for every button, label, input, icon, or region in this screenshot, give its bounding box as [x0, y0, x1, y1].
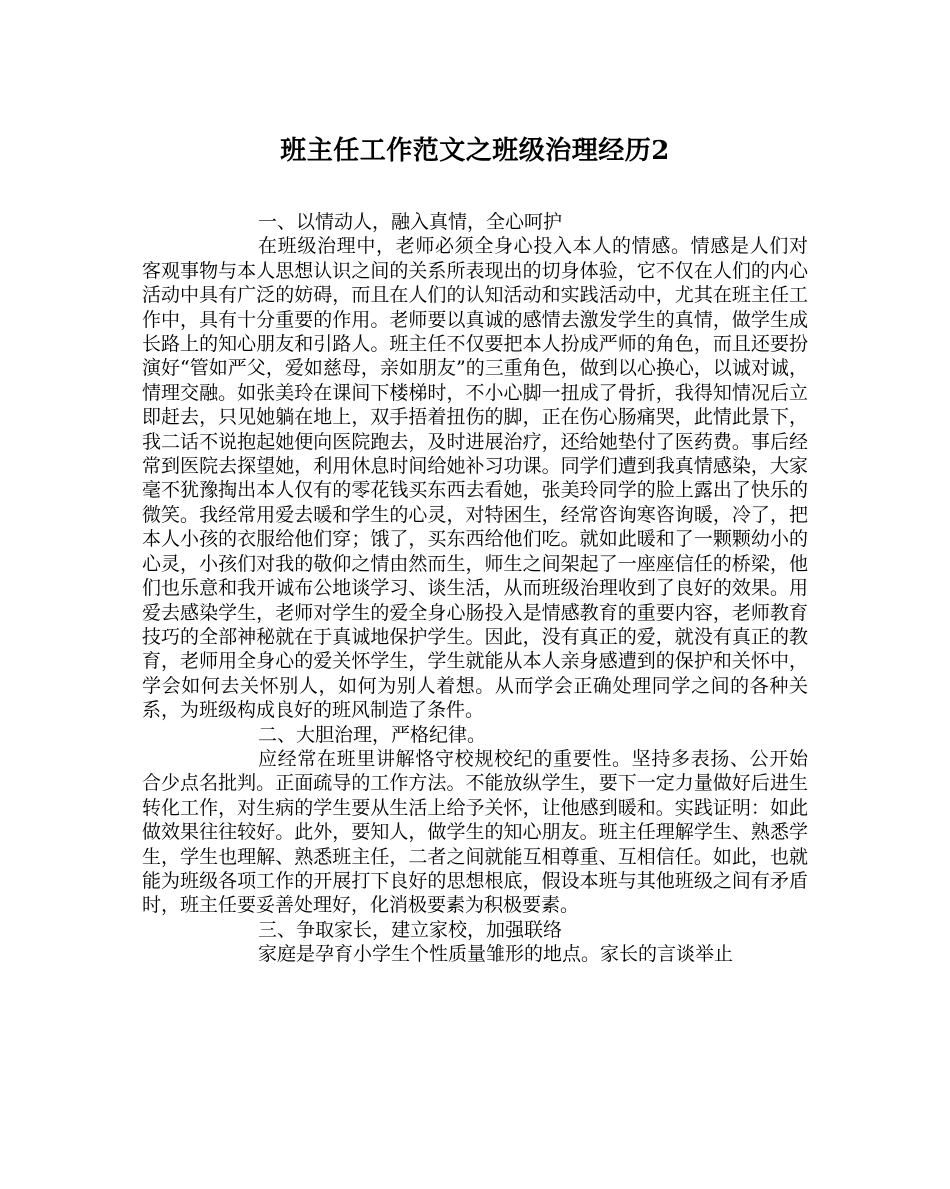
document-title: 班主任工作范文之班级治理经历2 — [280, 136, 670, 166]
section-heading-1: 一、以情动人，融入真情，全心呵护 — [258, 211, 563, 233]
section-paragraph-3: 家庭是孕育小学生个性质量雏形的地点。家长的言谈举止 — [258, 943, 734, 966]
document-body — [142, 210, 808, 967]
section-heading-3: 三、争取家长，建立家校，加强联络 — [258, 918, 563, 941]
section-heading-2: 二、大胆治理，严格纪律。 — [258, 723, 487, 746]
section-paragraph-1: 在班级治理中，老师必须全身心投入本人的情感。情感是人们对客观事物与本人思想认识之间的关系所表现出的切身体验，它不仅在人们的内心活动中具有广泛的妨碍，而且在人们的认知活动和实践活动中，尤其在班主任工作中，具有十分重要的作用。老师要以真诚的感情去激发学生的真情，做学生成长路上的知心朋友和引路人。班主任不仅要把本人扮成严师的角色，而且还要扮演好“管如严父，爱如慈母，亲如朋友”的三重角色，做到以心换心，以诚对诚，情理交融。如张美玲在课间下楼梯时，不小心脚一扭成了骨折，我得知情况后立即赶去，只见她躺在地上，双手捂着扭伤的脚，正在伤心肠痛哭，此情此景下，我二话不说抱起她便向医院跑去，及时进展治疗，还给她垫付了医药费。事后经常到医院去探望她，利用休息时间给她补习功课。同学们遭到我真情感染，大家毫不犹豫掏出本人仅有的零花钱买东西去看她，张美玲同学的脸上露出了快乐的微笑。我经常用爱去暖和学生的心灵，对特困生，经常咨询寒咨询暖，冷了，把本人小孩的衣服给他们穿；饿了，买东西给他们吃。就如此暖和了一颗颗幼小的心灵，小孩们对我的敬仰之情由然而生，师生之间架起了一座座信任的桥梁，他们也乐意和我开诚布公地谈学习、谈生活，从而班级治理收到了良好的效果。用爱去感染学生，老师对学生的爱全身心肠投入是情感教育的重要内容，老师教育技巧的全部神秘就在于真诚地保护学生。因此，没有真正的爱，就没有真正的教育，老师用全身心的爱关怀学生，学生就能从本人亲身感遭到的保护和关怀中，学会如何去关怀别人，如何为别人着想。从而学会正确处理同学之间的各种关系，为班级构成良好的班风制造了条件。 — [142, 235, 808, 722]
section-paragraph-2: 应经常在班里讲解恪守校规校纪的重要性。坚持多表扬、公开始合少点名批判。正面疏导的工作方法。不能放纵学生，要下一定力量做好后进生转化工作，对生病的学生要从生活上给予关怀，让他感到暖和。实践证明：如此做效果往往较好。此外，要知人，做学生的知心朋友。班主任理解学生、熟悉学生，学生也理解、熟悉班主任，二者之间就能互相尊重、互相信任。如此，也就能为班级各项工作的开展打下良好的思想根底，假设本班与其他班级之间有矛盾时，班主任要妥善处理好，化消极要素为积极要素。 — [142, 747, 808, 917]
